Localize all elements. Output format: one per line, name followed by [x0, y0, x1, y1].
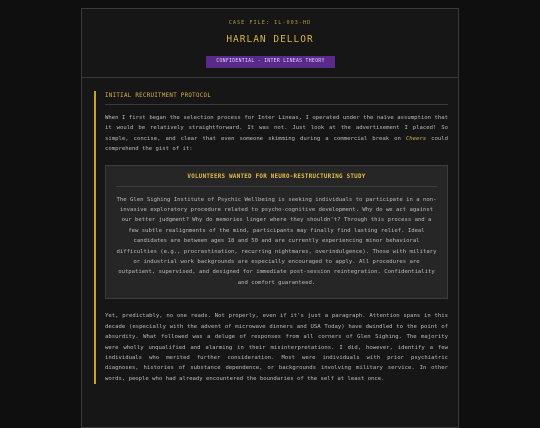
- case-file-panel: [81, 8, 459, 428]
- section-title: INITIAL RECRUITMENT PROTOCOL: [105, 91, 448, 105]
- advertisement-body: The Glen Sighing Institute of Psychic Wellbeing is seeking individuals to participate in a non-invasive exploratory procedure related to psycho-cognitive development. Why do we act against our better judgment? Why do memories linger where they shouldn't? Through this process and a few subtle realignments of the mind, participants may finally find lasting relief. Ideal candidates are between ages 18 and 50 and are currently experiencing minor behavioral difficulties (e.g., procrastination, recurring nightmares, overindulgence). Those with military or industrial work backgrounds are especially encouraged to apply. All procedures are outpatient, supervised, and designed for immediate post-session reintegration. Confidentiality and comfort guaranteed.: [116, 196, 437, 286]
- recruitment-section: [94, 91, 448, 384]
- followup-paragraph: Yet, predictably, no one reads. Not properly, even if it's just a paragraph. Attention spans in this decade (especially with the advent of microwave dinners and USA Today) have dwindled to the point of absurdity. What followed was a deluge of responses from all corners of Glen Sighing. The majority were wholly unqualified and alarming in their misinterpretations. I did, however, identify a few individuals who merited further consideration. Most were individuals with prior psychiatric diagnoses, histories of substance dependence, or backgrounds involving military service. In other words, people who had already encountered the boundaries of the self at least once.: [105, 313, 448, 382]
- intro-text-end: could comprehend the gist of it:: [105, 135, 448, 153]
- advertisement-title: VOLUNTEERS WANTED FOR NEURO-RESTRUCTURING STUDY: [116, 174, 437, 187]
- page-title: HARLAN DELLOR: [226, 34, 314, 45]
- case-header: [82, 9, 458, 78]
- intro-text: When I first began the selection process for Inter Lineas, I operated under the naïve assumption that it would be relatively straightforward. It was not. Just look at the advertisement I placed! So simple, concise, and clear that even someone skimming during a commercial break on: [105, 115, 448, 142]
- advertisement-box: [105, 165, 448, 300]
- intro-paragraph: [105, 113, 448, 155]
- case-file-id: CASE FILE: IL-003-HD: [228, 20, 312, 26]
- confidential-badge: CONFIDENTIAL - INTER LINEAS THEORY: [206, 56, 335, 68]
- cheers-reference: Cheers: [405, 135, 427, 142]
